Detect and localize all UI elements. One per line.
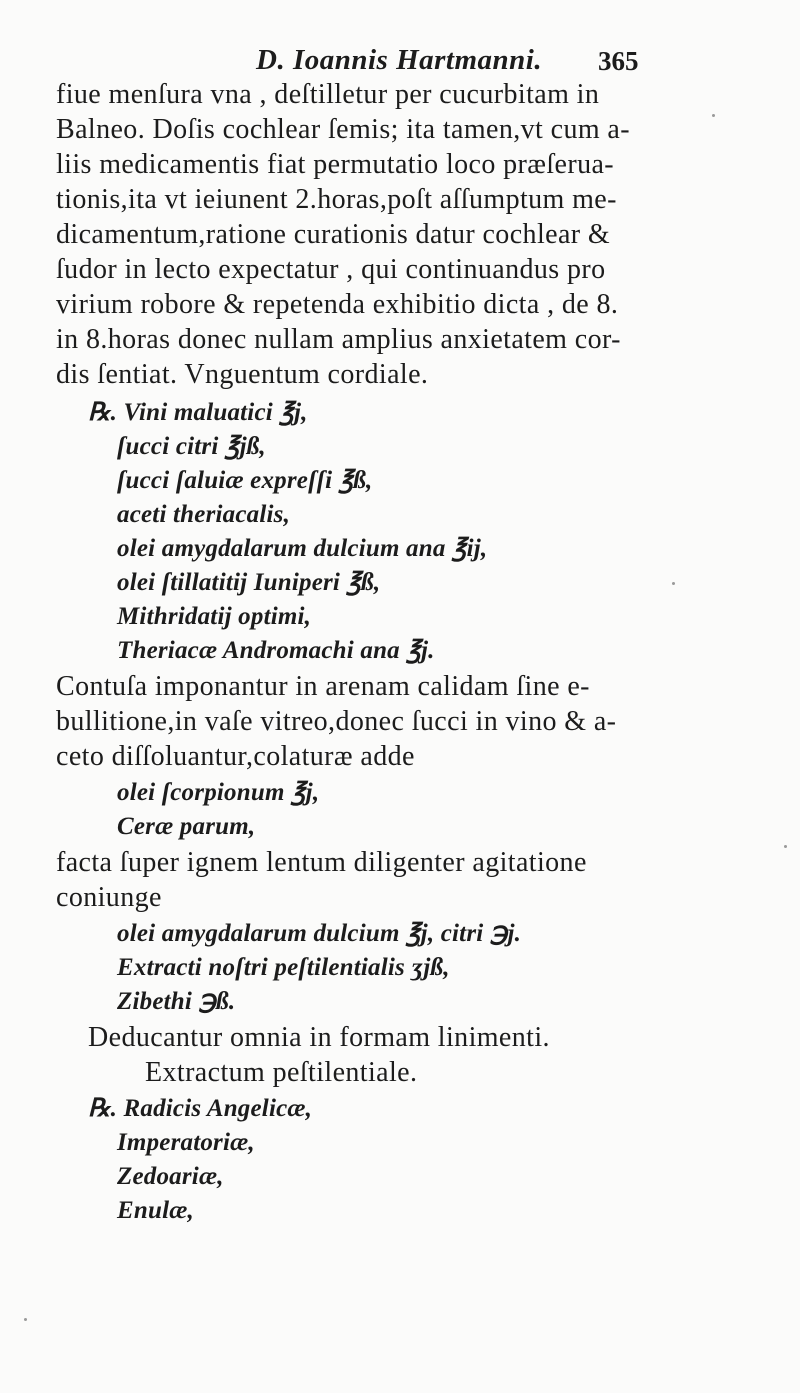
text-line: dis ſentiat. Vnguentum cordiale. — [56, 359, 429, 390]
recipe-ingredient: Ceræ parum, — [117, 813, 256, 840]
recipe-ingredient: Zibethi ℈ß. — [117, 988, 236, 1015]
text-line: virium robore & repetenda exhibitio dicta , de 8. — [56, 289, 619, 320]
recipe-ingredient: Zedoariæ, — [117, 1163, 224, 1190]
text-line: Contuſa imponantur in arenam calidam ſine e- — [56, 671, 590, 702]
running-title: D. Ioannis Hartmanni. — [256, 44, 543, 76]
paper-speck — [712, 114, 715, 117]
text-line: facta ſuper ignem lentum diligenter agitatione — [56, 847, 587, 878]
paper-speck — [672, 582, 675, 585]
recipe-ingredient: ſucci citri ℥jß, — [117, 433, 266, 460]
recipe-ingredient: ℞. Radicis Angelicæ, — [88, 1095, 313, 1122]
recipe-ingredient: Mithridatij optimi, — [117, 603, 312, 630]
recipe-ingredient: olei ſcorpionum ℥j, — [117, 779, 320, 806]
text-line: fiue menſura vna , deſtilletur per cucurbitam in — [56, 79, 600, 110]
text-line: ceto diſſoluantur,colaturæ adde — [56, 741, 415, 772]
recipe-ingredient: olei amygdalarum dulcium ℥j, citri ℈j. — [117, 920, 522, 947]
text-line: liis medicamentis fiat permutatio loco præſerua- — [56, 149, 615, 180]
recipe-ingredient: aceti theriacalis, — [117, 501, 291, 528]
text-line: bullitione,in vaſe vitreo,donec ſucci in vino & a- — [56, 706, 617, 737]
section-heading: Extractum peſtilentiale. — [145, 1057, 418, 1088]
recipe-ingredient: ℞. Vini maluatici ℥j, — [88, 399, 308, 426]
text-line: Balneo. Doſis cochlear ſemis; ita tamen,vt cum a- — [56, 114, 630, 145]
recipe-ingredient: Imperatoriæ, — [117, 1129, 255, 1156]
recipe-ingredient: Theriacæ Andromachi ana ℥j. — [117, 637, 435, 664]
paper-speck — [784, 845, 787, 848]
text-line: in 8.horas donec nullam amplius anxietatem cor- — [56, 324, 621, 355]
text-line: Deducantur omnia in formam linimenti. — [88, 1022, 550, 1053]
paper-speck — [24, 1318, 27, 1321]
text-line: ſudor in lecto expectatur , qui continuandus pro — [56, 254, 606, 285]
page-number: 365 — [598, 46, 639, 76]
text-line: dicamentum,ratione curationis datur cochlear & — [56, 219, 611, 250]
recipe-ingredient: olei amygdalarum dulcium ana ℥ij, — [117, 535, 488, 562]
recipe-ingredient: ſucci ſaluiæ expreſſi ℥ß, — [117, 467, 373, 494]
text-line: coniunge — [56, 882, 162, 913]
text-line: tionis,ita vt ieiunent 2.horas,poſt aſſumptum me- — [56, 184, 617, 215]
recipe-ingredient: olei ſtillatitij Iuniperi ℥ß, — [117, 569, 381, 596]
recipe-ingredient: Enulæ, — [117, 1197, 194, 1224]
recipe-ingredient: Extracti noſtri peſtilentialis ʒjß, — [117, 954, 450, 981]
